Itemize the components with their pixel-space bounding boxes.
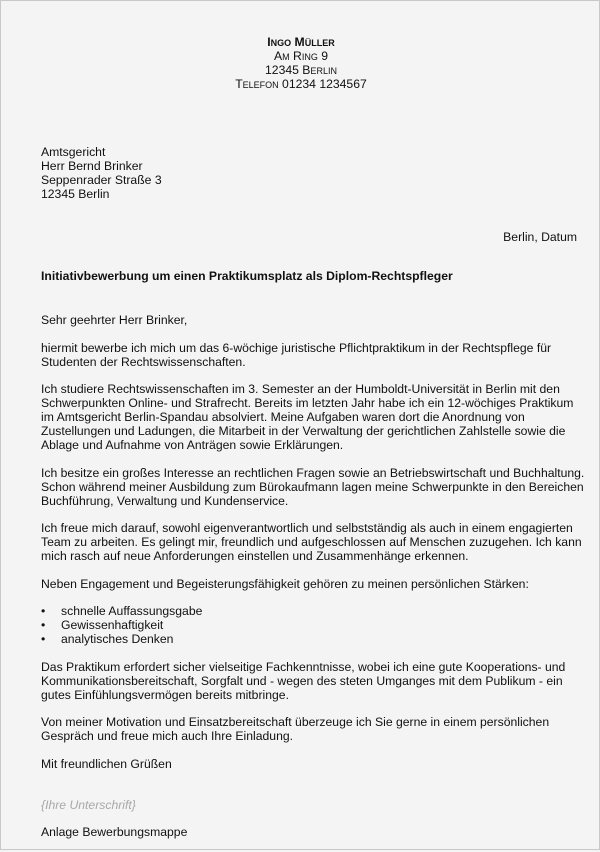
- recipient-street: Seppenrader Straße 3: [41, 173, 162, 187]
- sender-address: [1, 35, 600, 91]
- list-item: • Gewissenhaftigkeit: [41, 618, 586, 632]
- paragraph: Von meiner Motivation und Einsatzbereitschaft überzeuge ich Sie gerne in einem persönlichen Gespräch und freue mich auch Ihre Einladung.: [41, 715, 550, 743]
- paragraph: Neben Engagement und Begeisterungsfähigkeit gehören zu meinen persönlichen Stärken:: [41, 576, 529, 591]
- list-item: • analytisches Denken: [41, 632, 586, 646]
- paragraph: hiermit bewerbe ich mich um das 6-wöchige juristische Pflichtpraktikum in der Rechtspflege für Studenten der Rechtswissenschaften.: [41, 340, 552, 369]
- closing-phrase: Mit freundlichen Grüßen: [41, 756, 172, 771]
- recipient-person: Herr Bernd Brinker: [41, 159, 143, 173]
- sender-street: Am Ring 9: [274, 49, 328, 63]
- paragraph: Ich studiere Rechtswissenschaften im 3. Semester an der Humboldt-Universität in Berlin mit den Schwerpunkten Online- und Strafrecht. Bereits im letzten Jahr habe ich ein 12-wöchiges Praktikum im Amtsgericht Berlin-Spandau absolviert. Meine Aufgaben waren dort die Anordnung von Zustellungen und Ladungen, die Mitarbeit in der Verwaltung der gerichtlichen Zahlstelle sowie die Ablage und Aufnahme von Anträgen sowie Erklärungen.: [41, 382, 574, 452]
- recipient-organization: Amtsgericht: [41, 145, 106, 159]
- sender-name: Ingo Müller: [267, 35, 335, 49]
- sender-city: 12345 Berlin: [265, 63, 337, 77]
- paragraph: Ich freue mich darauf, sowohl eigenverantwortlich und selbstständig als auch in einem engagierten Team zu arbeiten. Es gelingt mir, freundlich und aufgeschlossen auf Menschen zuzugehen. Ich kann mich rasch auf neue Anforderungen einstellen und Zusammenhänge erkennen.: [41, 521, 582, 563]
- date-line: Berlin, Datum: [503, 230, 577, 244]
- attachment-note: Anlage Bewerbungsmappe: [41, 824, 188, 839]
- recipient-city: 12345 Berlin: [41, 187, 110, 201]
- paragraph: Ich besitze ein großes Interesse an rechtlichen Fragen sowie an Betriebswirtschaft und Buchhaltung. Schon während meiner Ausbildung zum Bürokaufmann lagen meine Schwerpunkte in den Bereichen Buchführung, Verwaltung und Kundenservice.: [41, 465, 585, 508]
- sender-phone: Telefon 01234 1234567: [235, 77, 367, 91]
- letter-body: [41, 313, 586, 852]
- paragraph: Das Praktikum erfordert sicher vielseitige Fachkenntnisse, wobei ich eine gute Kooperations- und Kommunikationsbereitschaft, Sorgfalt und - wegen des steten Umganges mit dem Publikum - ein gutes Einfühlungsvermögen bereits mitbringe.: [41, 659, 566, 702]
- signature-placeholder: {Ihre Unterschrift}: [41, 797, 136, 812]
- list-item: • schnelle Auffassungsgabe: [41, 604, 586, 618]
- recipient-address: [41, 145, 162, 201]
- salutation: Sehr geehrter Herr Brinker,: [41, 313, 188, 327]
- subject-line: Initiativbewerbung um einen Praktikumsplatz als Diplom-Rechtspfleger: [41, 269, 453, 283]
- strengths-list: [41, 604, 586, 646]
